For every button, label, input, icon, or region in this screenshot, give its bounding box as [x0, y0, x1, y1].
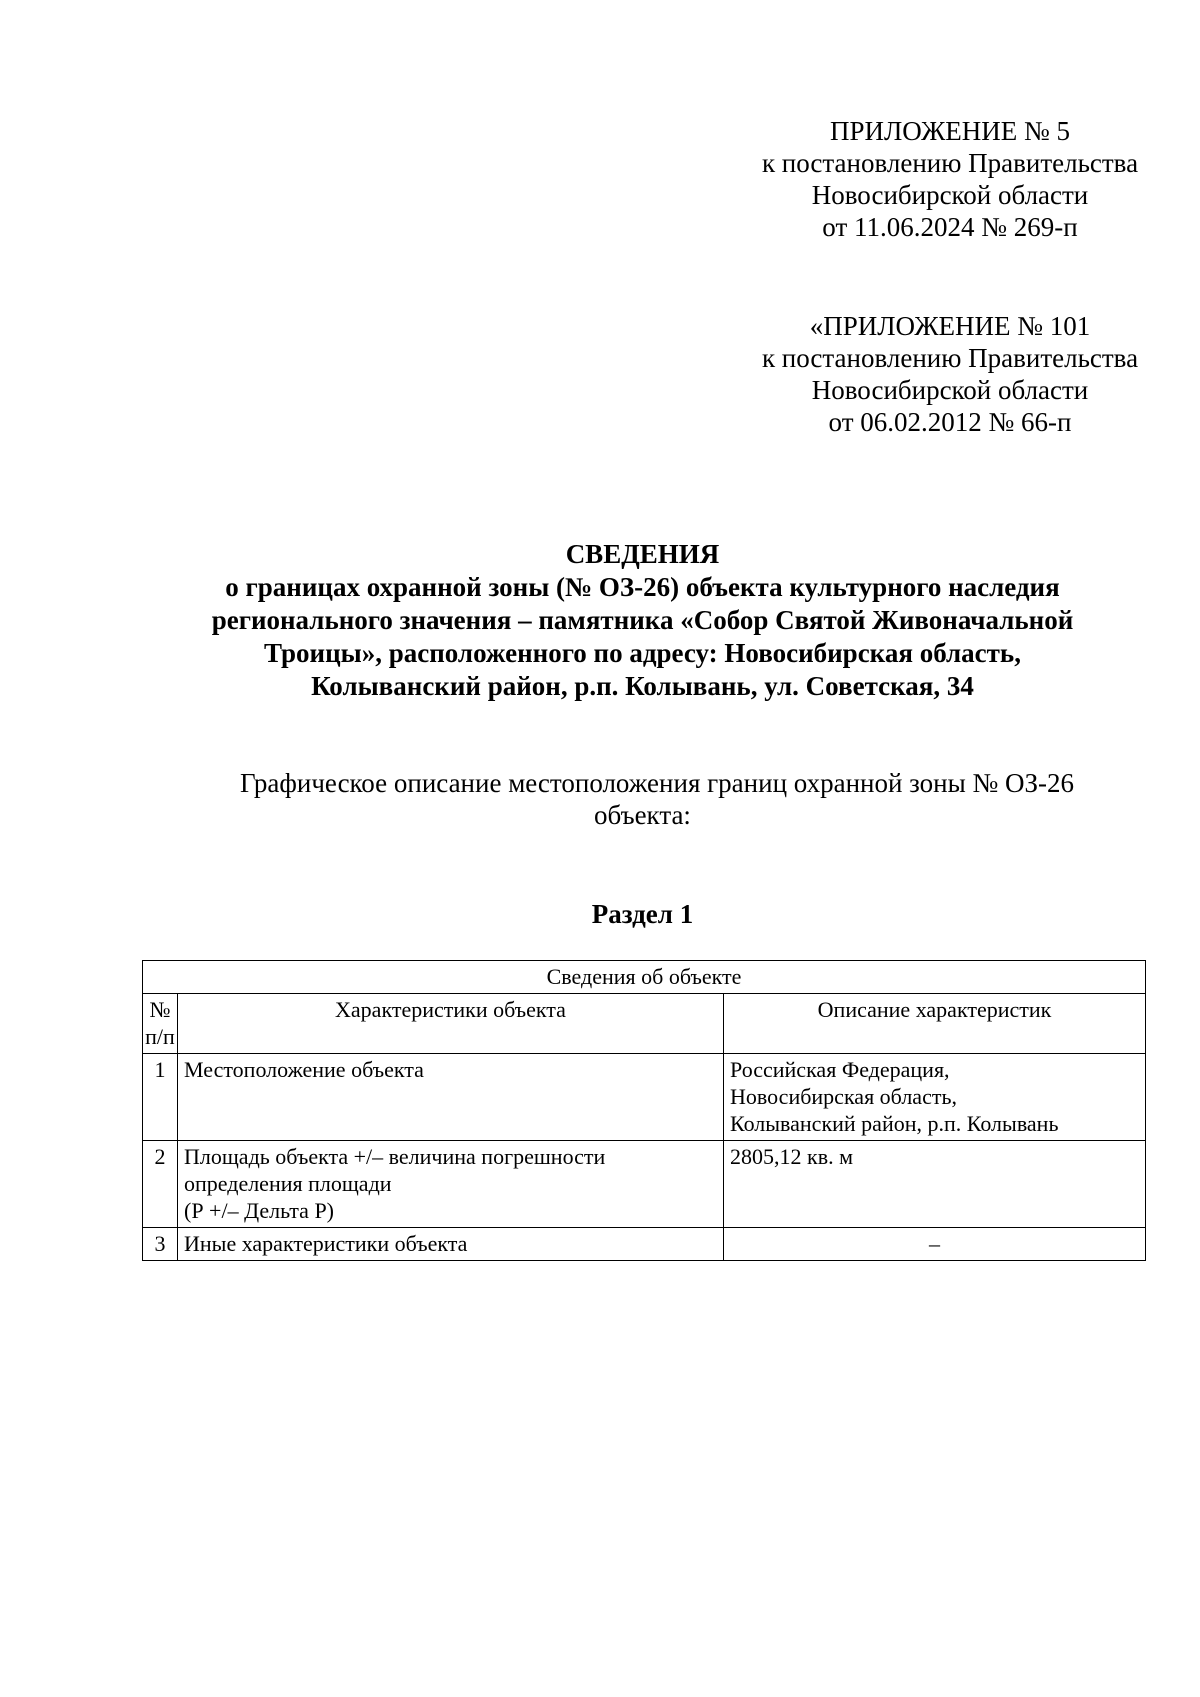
- table-row: [143, 1141, 1146, 1228]
- appendix-original-line3: Новосибирской области: [811, 375, 1089, 405]
- cell-line: Площадь объекта +/– величина погрешности: [184, 1144, 606, 1169]
- graphic-description-line1: Графическое описание местоположения границ охранной зоны № ОЗ-26: [240, 768, 1075, 798]
- section-title: Раздел 1: [591, 899, 694, 929]
- object-info-table: [142, 960, 1146, 1261]
- appendix-original-title: «ПРИЛОЖЕНИЕ № 101: [809, 311, 1091, 341]
- appendix-original-header: [745, 310, 1155, 438]
- cell-line: (Р +/– Дельта Р): [184, 1198, 335, 1223]
- document-subtitle-line: о границах охранной зоны (№ ОЗ-26) объекта культурного наследия: [225, 572, 1060, 602]
- table-row: [143, 1054, 1146, 1141]
- appendix-current-date: от 11.06.2024 № 269-п: [822, 212, 1078, 242]
- table-caption-row: [143, 961, 1146, 994]
- row-characteristic: [178, 1054, 724, 1141]
- header-num-line1: №: [149, 997, 171, 1022]
- row-num: 3: [143, 1228, 178, 1261]
- table-header-row: [143, 994, 1146, 1054]
- document-heading: [140, 538, 1145, 703]
- appendix-current-header: [745, 115, 1155, 243]
- document-subtitle-line: Троицы», расположенного по адресу: Новосибирская область,: [264, 638, 1021, 668]
- row-description: [724, 1141, 1146, 1228]
- document-subtitle-line: регионального значения – памятника «Собор Святой Живоначальной: [211, 605, 1074, 635]
- appendix-original-line2: к постановлению Правительства: [761, 343, 1139, 373]
- cell-line: Новосибирская область,: [730, 1084, 957, 1109]
- document-subtitle-line: Колыванский район, р.п. Колывань, ул. Советская, 34: [311, 671, 974, 701]
- graphic-description: [140, 767, 1145, 831]
- row-num: 2: [143, 1141, 178, 1228]
- row-characteristic: [178, 1141, 724, 1228]
- header-characteristics: Характеристики объекта: [178, 994, 724, 1054]
- row-num: 1: [143, 1054, 178, 1141]
- appendix-current-line3: Новосибирской области: [811, 180, 1089, 210]
- cell-line: –: [929, 1231, 940, 1256]
- header-description: Описание характеристик: [724, 994, 1146, 1054]
- appendix-current-title: ПРИЛОЖЕНИЕ № 5: [829, 116, 1071, 146]
- cell-line: Местоположение объекта: [184, 1057, 424, 1082]
- row-characteristic: [178, 1228, 724, 1261]
- row-description: [724, 1228, 1146, 1261]
- appendix-original-date: от 06.02.2012 № 66-п: [828, 407, 1072, 437]
- cell-line: Иные характеристики объекта: [184, 1231, 468, 1256]
- graphic-description-line2: объекта:: [594, 800, 691, 830]
- cell-line: определения площади: [184, 1171, 392, 1196]
- cell-line: 2805,12 кв. м: [730, 1144, 853, 1169]
- appendix-current-line2: к постановлению Правительства: [761, 148, 1139, 178]
- table-row: [143, 1228, 1146, 1261]
- header-num-line2: п/п: [145, 1024, 175, 1049]
- document-title: СВЕДЕНИЯ: [565, 539, 720, 569]
- table-caption: Сведения об объекте: [143, 961, 1146, 994]
- cell-line: Российская Федерация,: [730, 1057, 950, 1082]
- row-description: [724, 1054, 1146, 1141]
- cell-line: Колыванский район, р.п. Колывань: [730, 1111, 1059, 1136]
- header-num: [143, 994, 178, 1054]
